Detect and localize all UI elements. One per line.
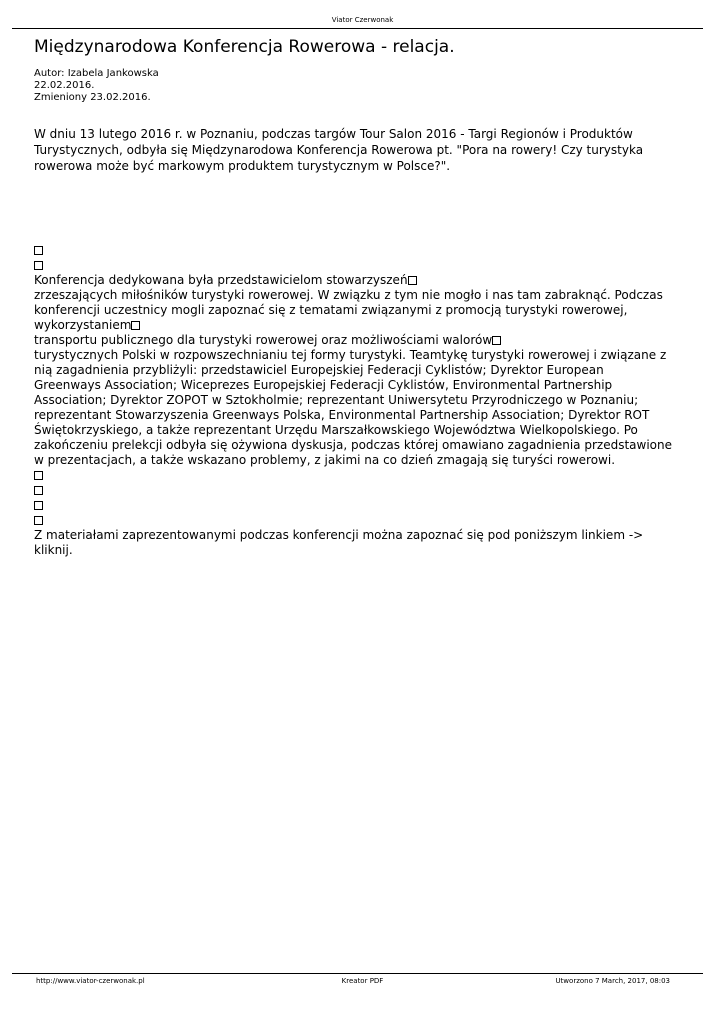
missing-glyph-box (34, 471, 43, 480)
body-line (34, 348, 699, 363)
body-line (34, 393, 699, 408)
body-line (34, 273, 699, 288)
header-divider (12, 28, 703, 29)
article-meta (34, 68, 159, 104)
missing-glyph-box (492, 336, 501, 345)
body-line (34, 258, 699, 273)
body-line (34, 483, 699, 498)
missing-glyph-box (34, 261, 43, 270)
body-text: konferencji uczestnicy mogli zapoznać się z tematami związanymi z promocją turystyki rowerowej, (34, 303, 628, 317)
author-line: Autor: Izabela Jankowska (34, 68, 159, 79)
body-text: wykorzystaniem (34, 318, 132, 332)
body-line (34, 543, 699, 558)
footer-created: Utworzono 7 March, 2017, 08:03 (555, 977, 670, 985)
page-header-site: Viator Czerwonak (331, 16, 394, 24)
body-line (34, 333, 699, 348)
missing-glyph-box (131, 321, 140, 330)
missing-glyph-box (408, 276, 417, 285)
intro-line: W dniu 13 lutego 2016 r. w Poznaniu, podczas targów Tour Salon 2016 - Targi Regionów i Produktów (34, 127, 633, 141)
footer-url: http://www.viator-czerwonak.pl (36, 977, 145, 985)
body-line (34, 468, 699, 483)
body-line (34, 528, 699, 543)
body-line (34, 243, 699, 258)
body-line (34, 288, 699, 303)
body-line (34, 498, 699, 513)
article-title: Międzynarodowa Konferencja Rowerowa - relacja. (34, 37, 455, 57)
body-text: Z materiałami zaprezentowanymi podczas konferencji można zapoznać się pod poniższym linkiem -> (34, 528, 644, 542)
body-line (34, 513, 699, 528)
body-line (34, 303, 699, 318)
body-text: Świętokrzyskiego, a także reprezentant Urzędu Marszałkowskiego Województwa Wielkopolskiego. Po (34, 423, 638, 437)
missing-glyph-box (34, 486, 43, 495)
body-line (34, 423, 699, 438)
body-text: zakończeniu prelekcji odbyła się ożywiona dyskusja, podczas której omawiano zagadnienia przedstawione (34, 438, 672, 452)
body-text: Association; Dyrektor ZOPOT w Sztokholmie; reprezentant Uniwersytetu Przyrodniczego w Poznaniu; (34, 393, 639, 407)
body-line (34, 378, 699, 393)
body-text: transportu publicznego dla turystyki rowerowej oraz możliwościami walorów (34, 333, 493, 347)
body-line (34, 438, 699, 453)
body-line (34, 363, 699, 378)
body-text: turystycznych Polski w rozpowszechnianiu tej formy turystyki. Teamtykę turystyki rowerowej i związane z (34, 348, 667, 362)
article-body (34, 243, 699, 558)
body-text: Konferencja dedykowana była przedstawicielom stowarzyszeń (34, 273, 408, 287)
missing-glyph-box (34, 501, 43, 510)
footer-divider (12, 973, 703, 974)
body-text: zrzeszających miłośników turystyki rowerowej. W związku z tym nie mogło i nas tam zabraknąć. Podczas (34, 288, 663, 302)
missing-glyph-box (34, 246, 43, 255)
body-text: kliknij. (34, 543, 73, 557)
missing-glyph-box (34, 516, 43, 525)
body-text: Greenways Association; Wiceprezes Europejskiej Federacji Cyklistów, Environmental Partnership (34, 378, 613, 392)
intro-line: rowerowa może być markowym produktem turystycznym w Polsce?". (34, 159, 451, 173)
article-intro (34, 126, 699, 174)
modified-date: Zmieniony 23.02.2016. (34, 92, 151, 103)
body-text: reprezentant Stowarzyszenia Greenways Polska, Environmental Partnership Association; Dyrektor ROT (34, 408, 650, 422)
created-date: 22.02.2016. (34, 80, 95, 91)
intro-line: Turystycznych, odbyła się Międzynarodowa Konferencja Rowerowa pt. "Pora na rowery! Czy turystyka (34, 143, 644, 157)
body-line (34, 318, 699, 333)
body-text: nią zagadnienia przybliżyli: przedstawiciel Europejskiej Federacji Cyklistów; Dyrektor European (34, 363, 604, 377)
footer-generator: Kreator PDF (341, 977, 384, 985)
body-line (34, 408, 699, 423)
body-text: w prezentacjach, a także wskazano problemy, z jakimi na co dzień zmagają się turyści rowerowi. (34, 453, 616, 467)
body-line (34, 453, 699, 468)
